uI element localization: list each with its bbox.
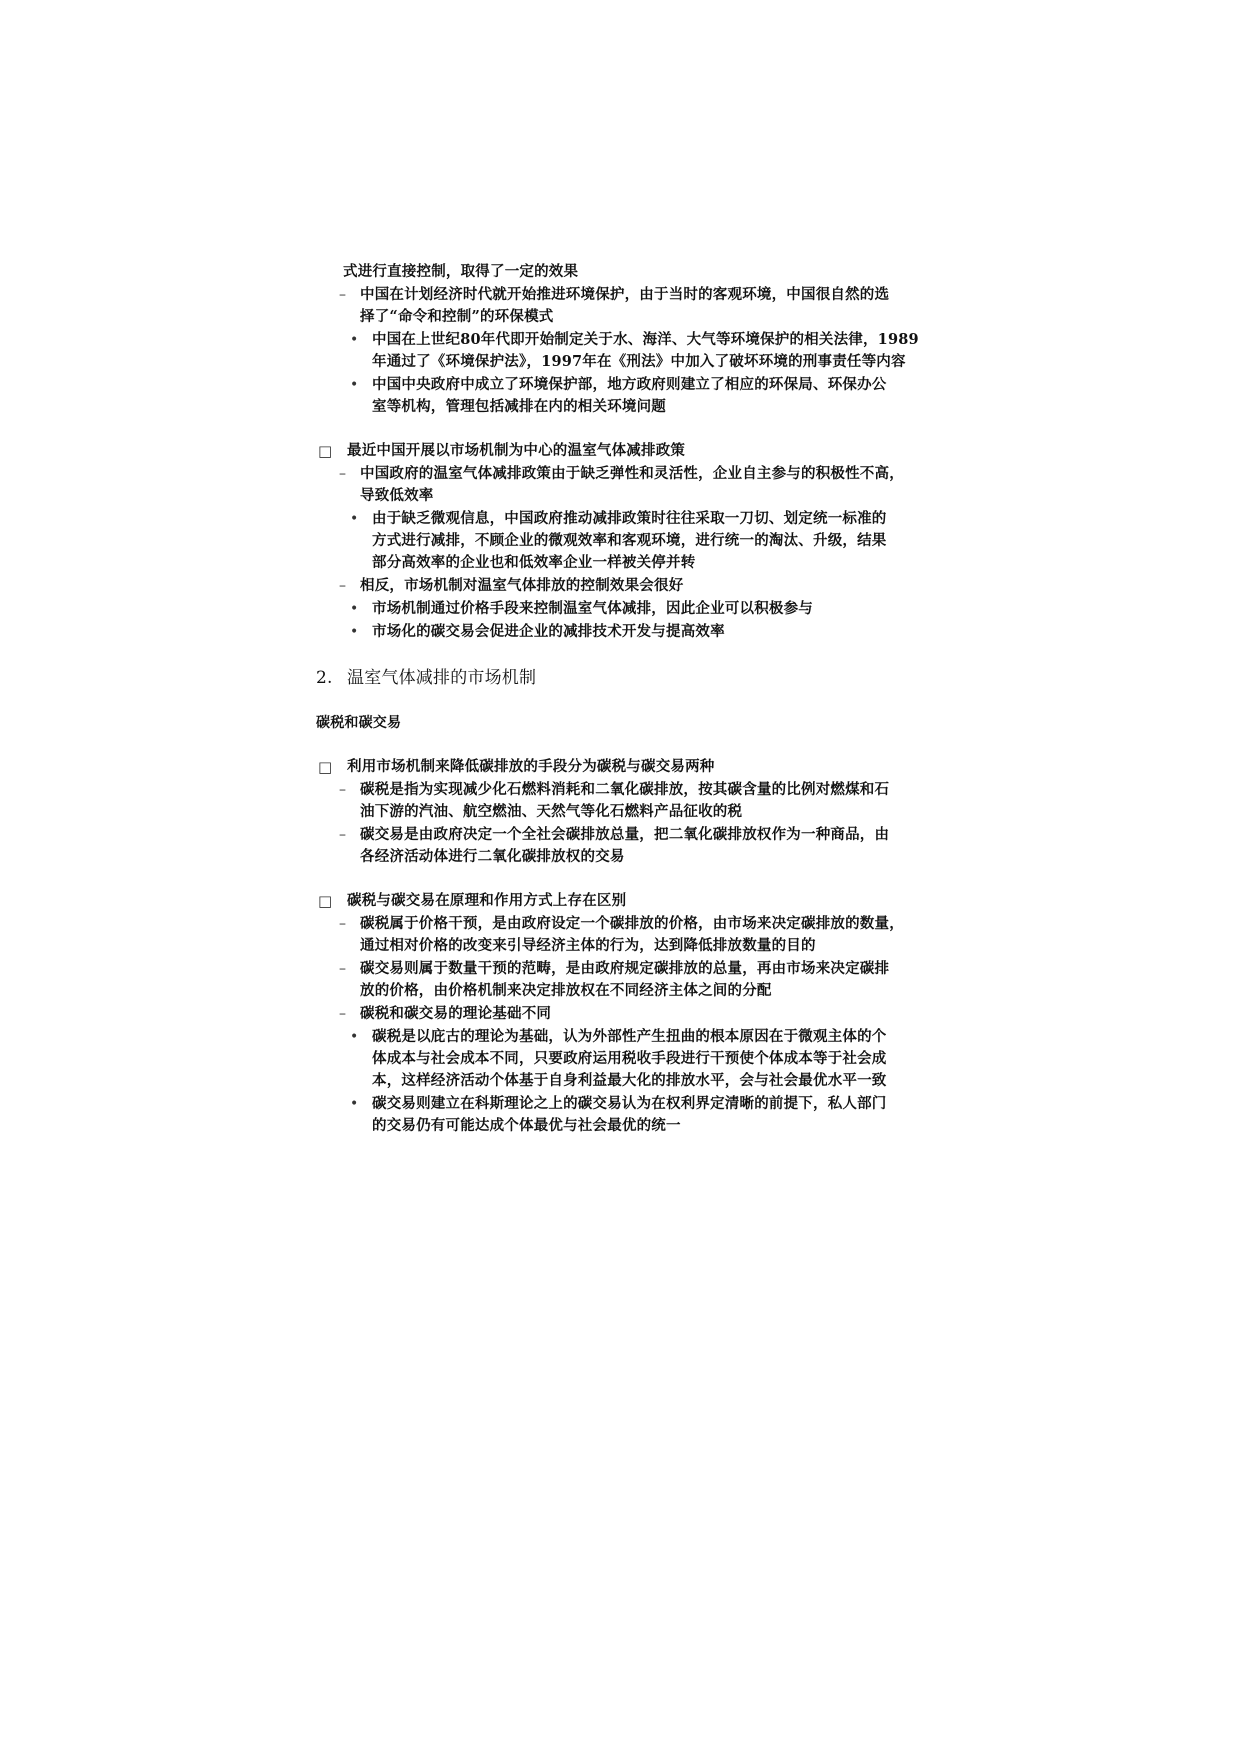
text-line: 部分高效率的企业也和低效率企业一样被关停并转 — [372, 554, 696, 571]
text-line: 油下游的汽油、航空燃油、天然气等化石燃料产品征收的税 — [360, 803, 743, 820]
dash-bullet: – — [339, 578, 346, 594]
text-line: 的交易仍有可能达成个体最优与社会最优的统一 — [372, 1117, 681, 1134]
text-line: 碳税是以庇古的理论为基础，认为外部性产生扭曲的根本原因在于微观主体的个 — [372, 1028, 887, 1045]
section-number: 2. — [316, 668, 333, 688]
dot-bullet: • — [350, 624, 359, 640]
text-line: 最近中国开展以市场机制为中心的温室气体减排政策 — [347, 442, 686, 459]
text-line: 中国在上世纪80年代即开始制定关于水、海洋、大气等环境保护的相关法律，1989 — [372, 331, 919, 348]
square-bullet: □ — [318, 758, 333, 776]
text-line: 碳税与碳交易在原理和作用方式上存在区别 — [347, 892, 627, 909]
text-line: 碳交易则属于数量干预的范畴，是由政府规定碳排放的总量，再由市场来决定碳排 — [360, 960, 890, 977]
section-heading: 温室气体减排的市场机制 — [347, 668, 537, 688]
dash-bullet: – — [339, 961, 346, 977]
text-line: 碳交易则建立在科斯理论之上的碳交易认为在权利界定清晰的前提下，私人部门 — [372, 1095, 887, 1112]
text-line: 市场化的碳交易会促进企业的减排技术开发与提高效率 — [372, 623, 725, 640]
text-line: 放的价格，由价格机制来决定排放权在不同经济主体之间的分配 — [360, 982, 772, 999]
text-line: 中国政府的温室气体减排政策由于缺乏弹性和灵活性，企业自主参与的积极性不高， — [360, 465, 904, 482]
dash-bullet: – — [339, 782, 346, 798]
text-line: 体成本与社会成本不同，只要政府运用税收手段进行干预使个体成本等于社会成 — [372, 1050, 887, 1067]
text-line: 中国在计划经济时代就开始推进环境保护，由于当时的客观环境，中国很自然的选 — [360, 286, 890, 303]
dash-bullet: – — [339, 1006, 346, 1022]
text-line: 择了“命令和控制”的环保模式 — [360, 308, 554, 325]
text-line: 碳交易是由政府决定一个全社会碳排放总量，把二氧化碳排放权作为一种商品，由 — [360, 826, 890, 843]
dot-bullet: • — [350, 511, 359, 527]
dot-bullet: • — [350, 1096, 359, 1112]
text-line: 由于缺乏微观信息，中国政府推动减排政策时往往采取一刀切、划定统一标准的 — [372, 510, 887, 527]
text-line: 利用市场机制来降低碳排放的手段分为碳税与碳交易两种 — [347, 758, 715, 775]
text-line: 相反，市场机制对温室气体排放的控制效果会很好 — [360, 577, 684, 594]
text-line: 本，这样经济活动个体基于自身利益最大化的排放水平，会与社会最优水平一致 — [372, 1072, 887, 1089]
dot-bullet: • — [350, 332, 359, 348]
text-line: 碳税和碳交易的理论基础不同 — [360, 1005, 552, 1022]
text-line: 式进行直接控制，取得了一定的效果 — [343, 263, 579, 280]
dot-bullet: • — [350, 377, 359, 393]
text-line: 碳税是指为实现减少化石燃料消耗和二氧化碳排放，按其碳含量的比例对燃煤和石 — [360, 781, 890, 798]
square-bullet: □ — [318, 892, 333, 910]
dash-bullet: – — [339, 916, 346, 932]
text-line: 室等机构，管理包括减排在内的相关环境问题 — [372, 398, 666, 415]
text-line: 年通过了《环境保护法》，1997年在《刑法》中加入了破坏环境的刑事责任等内容 — [372, 353, 906, 370]
text-line: 各经济活动体进行二氧化碳排放权的交易 — [360, 848, 625, 865]
dash-bullet: – — [339, 827, 346, 843]
text-line: 市场机制通过价格手段来控制温室气体减排，因此企业可以积极参与 — [372, 600, 813, 617]
subheading: 碳税和碳交易 — [316, 715, 402, 731]
text-line: 导致低效率 — [360, 487, 434, 504]
square-bullet: □ — [318, 442, 333, 460]
dash-bullet: – — [339, 466, 346, 482]
dot-bullet: • — [350, 1029, 359, 1045]
text-line: 中国中央政府中成立了环境保护部，地方政府则建立了相应的环保局、环保办公 — [372, 376, 887, 393]
dash-bullet: – — [339, 287, 346, 303]
text-line: 通过相对价格的改变来引导经济主体的行为，达到降低排放数量的目的 — [360, 937, 816, 954]
text-line: 碳税属于价格干预，是由政府设定一个碳排放的价格，由市场来决定碳排放的数量， — [360, 915, 904, 932]
text-line: 方式进行减排，不顾企业的微观效率和客观环境，进行统一的淘汰、升级，结果 — [372, 532, 887, 549]
dot-bullet: • — [350, 601, 359, 617]
